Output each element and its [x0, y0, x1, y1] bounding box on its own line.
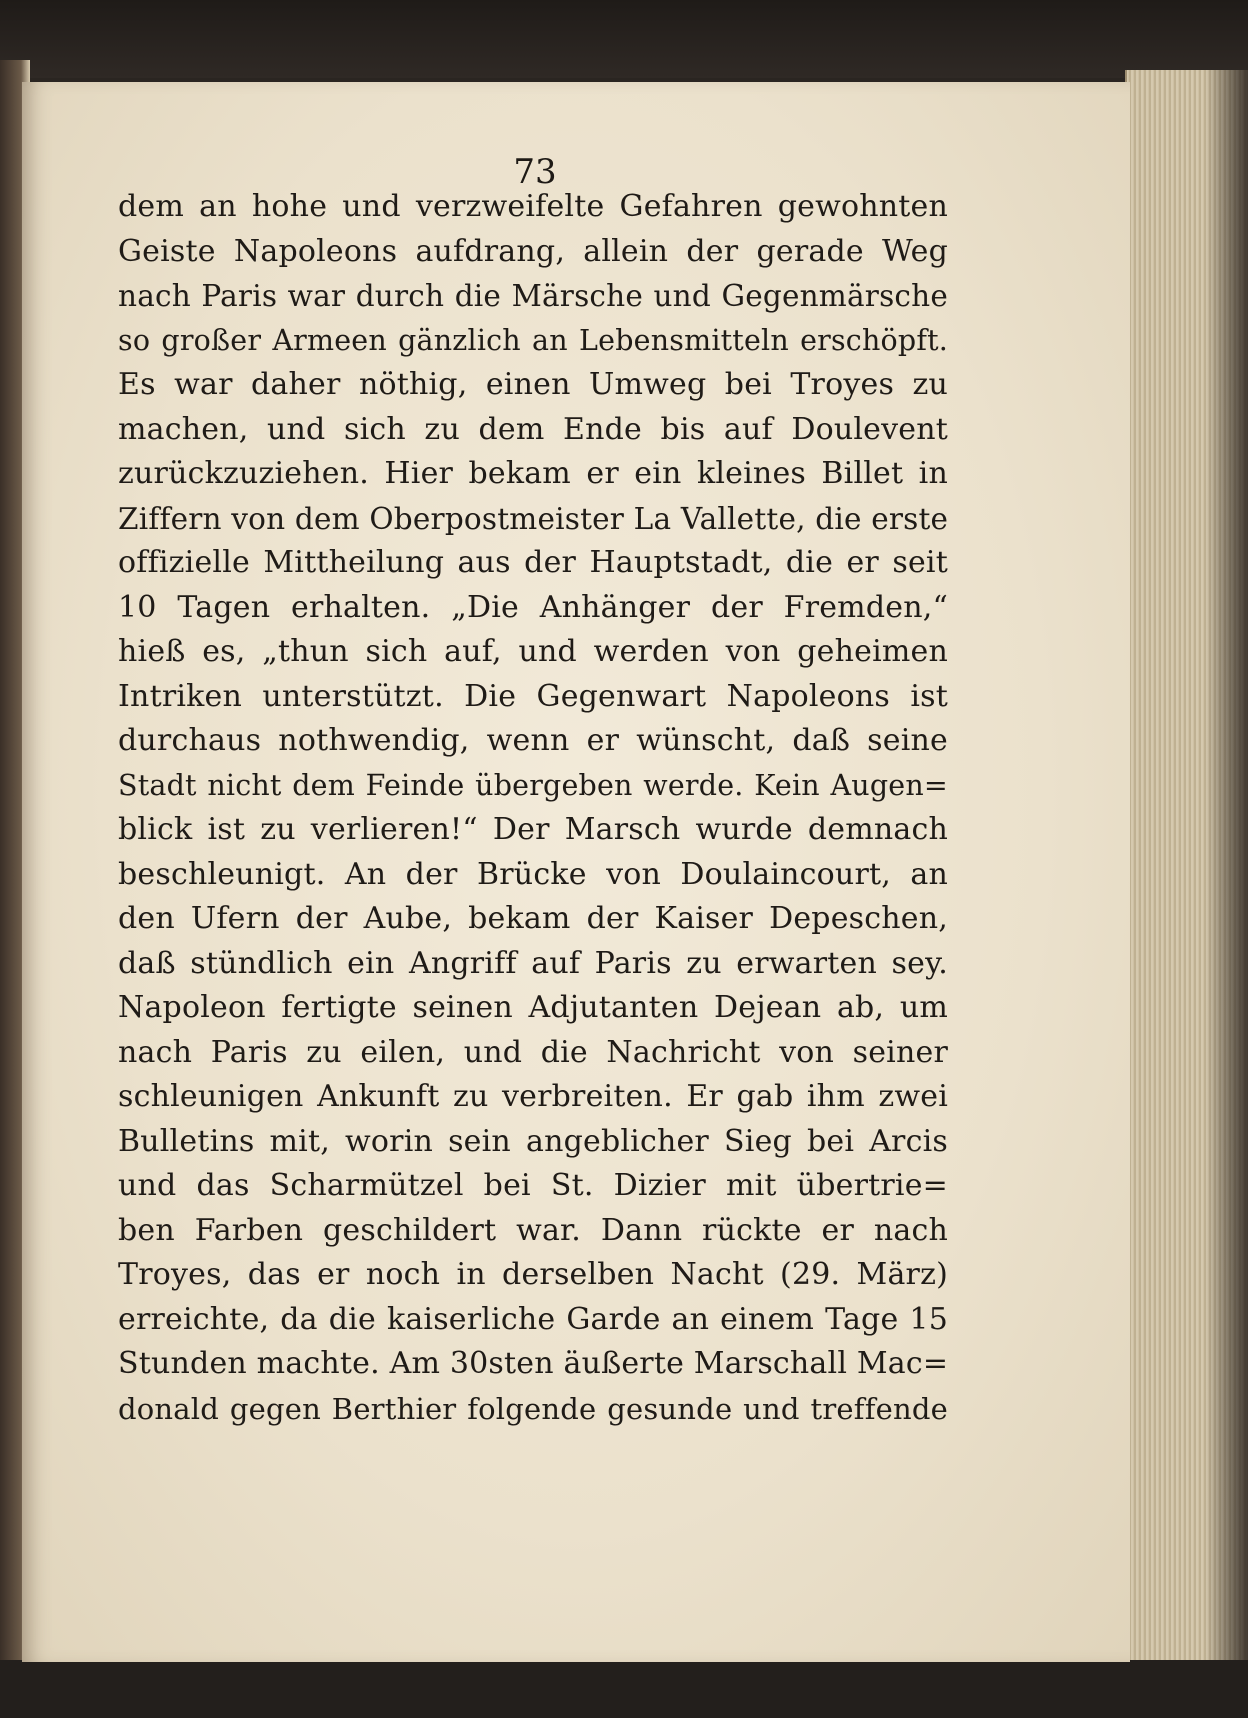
text-line: nach Paris zu eilen, und die Nachricht von seiner — [118, 1034, 948, 1070]
text-line: machen, und sich zu dem Ende bis auf Doulevent — [118, 411, 948, 447]
text-line: erreichte, da die kaiserliche Garde an einem Tage 15 — [118, 1301, 948, 1337]
text-line: Stadt nicht dem Feinde übergeben werde. Kein Augen= — [118, 768, 948, 802]
text-line: daß stündlich ein Angriff auf Paris zu erwarten sey. — [118, 945, 948, 981]
text-line: ben Farben geschildert war. Dann rückte er nach — [118, 1212, 948, 1248]
body-text — [118, 185, 948, 1431]
scan-background-bottom — [0, 1660, 1248, 1718]
text-line: Bulletins mit, worin sein angeblicher Sieg bei Arcis — [118, 1123, 948, 1159]
text-line: Geiste Napoleons aufdrang, allein der gerade Weg — [118, 233, 948, 269]
text-line: donald gegen Berthier folgende gesunde und treffende — [118, 1391, 948, 1426]
text-line: und das Scharmützel bei St. Dizier mit übertrie= — [118, 1168, 948, 1203]
text-line: schleunigen Ankunft zu verbreiten. Er gab ihm zwei — [118, 1079, 948, 1114]
text-line: Stunden machte. Am 30sten äußerte Marschall Mac= — [118, 1346, 949, 1381]
text-line: beschleunigt. An der Brücke von Doulaincourt, an — [118, 856, 948, 892]
text-line: Ziffern von dem Oberpostmeister La Vallette, die erste — [118, 501, 949, 536]
text-line: zurückzuziehen. Hier bekam er ein kleines Billet in — [118, 456, 948, 491]
text-line: Napoleon fertigte seinen Adjutanten Dejean ab, um — [118, 990, 948, 1025]
text-line: Es war daher nöthig, einen Umweg bei Troyes zu — [118, 367, 948, 402]
text-line: blick ist zu verlieren!“ Der Marsch wurde demnach — [118, 812, 948, 847]
text-line: durchaus nothwendig, wenn er wünscht, daß seine — [118, 723, 948, 758]
text-line: nach Paris war durch die Märsche und Gegenmärsche — [118, 279, 948, 313]
page-edges-shadow — [1205, 70, 1248, 1665]
page-number: 73 — [513, 152, 557, 192]
text-line: offizielle Mittheilung aus der Hauptstadt, die er seit — [118, 545, 948, 580]
text-line: so großer Armeen gänzlich an Lebensmitteln erschöpft. — [118, 323, 948, 357]
text-line: Troyes, das er noch in derselben Nacht (29. März) — [118, 1257, 948, 1292]
text-line: 10 Tagen erhalten. „Die Anhänger der Fremden,“ — [118, 589, 948, 625]
text-line: hieß es, „thun sich auf, und werden von geheimen — [118, 634, 948, 669]
text-line: den Ufern der Aube, bekam der Kaiser Depeschen, — [118, 901, 948, 936]
scan-background-top — [0, 0, 1248, 78]
text-line: dem an hohe und verzweifelte Gefahren gewohnten — [118, 189, 948, 224]
text-line: Intriken unterstützt. Die Gegenwart Napoleons ist — [118, 678, 948, 714]
